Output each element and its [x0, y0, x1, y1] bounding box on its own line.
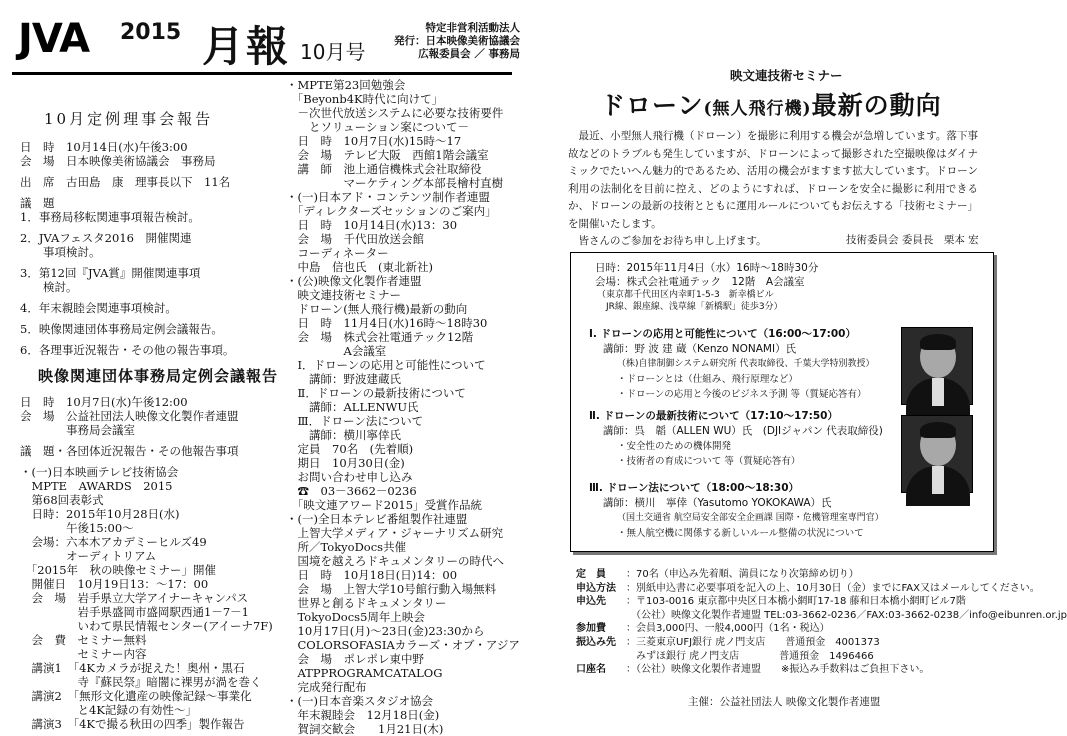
text-line	[20, 336, 282, 343]
text-line: 事項検討。	[20, 245, 101, 259]
text-line	[20, 168, 282, 175]
venue-address: （東京都千代田区内幸町1-5-3 新幸橋ビル	[597, 290, 774, 300]
topic-1-affiliation: （株)自律制御システム研究所 代表取締役、千葉大学特別教授）	[617, 359, 875, 369]
text-line: 映文連技術セミナー	[286, 288, 401, 302]
info-row	[576, 568, 996, 582]
text-line: 講演1 「4Kカメラが捉えた！奥州・黒石	[20, 661, 245, 675]
text-line: 議 題・各団体近況報告・その他報告事項	[20, 444, 239, 458]
signature: 技術委員会 委員長 栗本 宏	[846, 234, 979, 246]
text-line: 会 場 テレビ大阪 西館1階会議室	[286, 148, 489, 162]
info-label: 口座名	[576, 664, 606, 676]
masthead-geppo: 月報	[202, 22, 291, 71]
seminar-subtitle: 映文連技術セミナー	[730, 68, 843, 83]
text-line: セミナー内容	[20, 647, 147, 661]
text-line: 会 費 セミナー無料	[20, 633, 147, 647]
text-line: 講演3 「4Kで撮る秋田の四季」製作報告	[20, 717, 245, 731]
text-line: 日 時 10月14日(水)午後3:00	[20, 140, 188, 154]
topic-1-title: Ⅰ. ドローンの応用と可能性について（16:00～17:00）	[589, 328, 856, 340]
text-line: 日 時 10月7日(水)15時～17	[286, 134, 462, 148]
text-line: －次世代放送システムに必要な技術要件	[286, 106, 504, 120]
topic-3-bullet: ・無人航空機に関係する新しいルール整備の状況について	[617, 528, 864, 539]
masthead	[12, 14, 520, 72]
text-line: とソリューション案について－	[286, 120, 469, 134]
text-line: 日 時 10月14日(水)13：30	[286, 218, 458, 232]
info-value: ：（公社）映像文化製作者連盟 ※振込み手数料はご負担下さい。	[626, 664, 930, 676]
text-line: 年末親睦会 12月18日(金)	[286, 708, 440, 722]
text-line: 会 場 株式会社電通テック12階	[286, 330, 474, 344]
text-line: マーケティング本部長檜村直樹	[286, 176, 504, 190]
info-value: みずほ銀行 虎ノ門支店 普通預金 1496466	[626, 650, 874, 662]
text-line: お問い合わせ申し込み	[286, 470, 413, 484]
text-line: 国境を越えろドキュメンタリーの時代へ	[286, 554, 505, 568]
text-line: 会 場 公益社団法人映像文化製作者連盟	[20, 409, 239, 423]
seminar-title	[600, 86, 942, 122]
info-label: 申込先	[576, 596, 606, 608]
text-line: いわて県民情報センター(アイーナ7F)	[20, 619, 273, 633]
left-column-b	[286, 78, 518, 736]
text-line: A会議室	[286, 344, 387, 358]
text-line: 中島 信也氏 (東北新社)	[286, 260, 433, 274]
text-line: 出 席 古田島 康 理事長以下 11名	[20, 175, 231, 189]
liaison-meeting-body	[20, 395, 282, 731]
title-paren: (無人飛行機)	[703, 99, 812, 119]
text-line: 講師：ALLENWU氏	[286, 400, 419, 414]
title-tail: 最新の動向	[811, 91, 942, 120]
text-line: 事務局会議室	[20, 423, 135, 437]
info-label: 振込み先	[576, 636, 616, 648]
text-line: 賀詞交歓会 1月21日(木)	[286, 722, 444, 736]
text-line: 会 場 千代田放送会館	[286, 232, 424, 246]
text-line: 日 時 10月7日(水)午後12:00	[20, 395, 188, 409]
info-row	[576, 650, 996, 664]
text-line: 2．JVAフェスタ2016 開催関連	[20, 231, 192, 245]
topic-3-speaker: 講師：横川 寧倖（Yasutomo YOKOKAWA）氏	[603, 497, 832, 509]
text-line: 会 場 上智大学10号館行動入場無料	[286, 582, 497, 596]
info-value: ：三菱東京UFJ銀行 虎ノ門支店 普通預金 4001373	[626, 636, 880, 648]
text-line: ・(一)日本アド・コンテンツ制作者連盟	[286, 190, 490, 204]
info-label: 申込方法	[576, 582, 616, 594]
text-line: 寺『蘇民祭』暗闇に裸男が渦を巻く	[20, 675, 262, 689]
text-line: 完成発行配布	[286, 680, 367, 694]
section-title-board-meeting: 10月定例理事会報告	[44, 110, 214, 128]
text-line: と4K記録の有効性～」	[20, 703, 197, 717]
board-meeting-body	[20, 140, 282, 357]
topic-3-affiliation: （国土交通省 航空局安全部安全企画課 国際・危機管理室専門官）	[617, 513, 884, 523]
text-line: 定員 70名 (先着順)	[286, 442, 414, 456]
text-line	[20, 315, 282, 322]
right-page	[540, 0, 1067, 729]
text-line: 講演2 「無形文化遺産の映像記録～事業化	[20, 689, 252, 703]
text-line: ドローン(無人飛行機)最新の動向	[286, 302, 468, 316]
text-line: ☎ 03－3662－0236	[286, 484, 417, 498]
text-line: MPTE AWARDS 2015	[20, 479, 173, 493]
topic-1	[589, 327, 889, 402]
topic-2-speaker: 講師：呉 韜（ALLEN WU）氏 (DJIジャパン 代表取締役)	[603, 425, 883, 437]
card-header	[595, 261, 818, 313]
topic-1-bullet: ・ドローンとは（仕組み、飛行原理など）	[617, 374, 798, 385]
info-label: 定 員	[576, 569, 606, 580]
info-row	[576, 582, 1040, 596]
text-line: 検討。	[20, 280, 78, 294]
text-line: 会 場 岩手県立大学アイナーキャンパス	[20, 591, 249, 605]
topic-2-bullet: ・安全性のための機体開発	[617, 441, 732, 452]
info-value: ：会員3,000円、一般4,000円（1名・税込）	[626, 623, 830, 635]
text-line: 1．事務局移転関連事項報告検討。	[20, 210, 200, 224]
intro-closing: 皆さんのご参加をお待ち申し上げます。	[568, 235, 767, 247]
intro-paragraph: 最近、小型無人飛行機（ドローン）を撮影に利用する機会が急増しています。落下事故などのトラブルも発生していますが、ドローンによって撮影された空撮映像はダイナミックでたいへん魅力的であるため、活用の機会がますます拡大しています。ドローン利用の法制化を目前に控え、どのようにすれば、ドローンを安全に撮影に利用できるか、ドローンの最新の技術とともに運用ルールについてもお伝えする「技術セミナー」を開催いたします。	[568, 130, 978, 230]
seminar-info	[576, 568, 1067, 677]
text-line: ・(公)映像文化製作者連盟	[286, 274, 422, 288]
info-row	[576, 609, 1067, 623]
text-line: 日 時 10月18日(日)14：00	[286, 568, 458, 582]
text-line: 「2015年 秋の映像セミナー」開催	[20, 563, 217, 577]
info-row	[576, 595, 996, 609]
speaker-photo-nonami	[901, 327, 973, 405]
seminar-venue: 会場：株式会社電通テック 12階 A会議室	[595, 276, 805, 288]
masthead-rule	[12, 72, 512, 75]
seminar-program-card	[570, 252, 994, 552]
seminar-date: 日時：2015年11月4日（水）16時～18時30分	[595, 262, 819, 274]
text-line: 日 時 11月4日(水)16時～18時30	[286, 316, 488, 330]
info-label: 参加費	[576, 623, 606, 635]
text-line: 講 師 池上通信機株式会社取締役	[286, 162, 482, 176]
topic-3	[589, 481, 889, 541]
text-line: ・(一)全日本テレビ番組製作社連盟	[286, 512, 468, 526]
liaison-meeting-body-continued	[286, 78, 518, 736]
text-line	[20, 437, 282, 444]
text-line: 議 題	[20, 196, 55, 210]
text-line: 上智大学メディア・ジャーナリズム研究	[286, 526, 504, 540]
text-line: ATPPROGRAMCATALOG	[286, 666, 443, 680]
title-main: ドローン	[600, 91, 704, 120]
text-line: 講師：野波建蔵氏	[286, 372, 401, 386]
topic-2-title: Ⅱ. ドローンの最新技術について（17:10～17:50）	[589, 410, 838, 422]
text-line: 4．年末親睦会関連事項検討。	[20, 301, 177, 315]
text-line: 6．各理事近況報告・その他の報告事項。	[20, 343, 235, 357]
text-line: 所／TokyoDocs共催	[286, 540, 407, 554]
left-column-a	[20, 104, 282, 731]
masthead-year: 2015	[120, 20, 182, 45]
masthead-month: 10月号	[300, 40, 366, 64]
venue-access: JR線、銀座線、浅草線「新橋駅」徒歩3分）	[597, 302, 783, 312]
masthead-publisher	[370, 22, 520, 61]
text-line: 期日 10月30日(金)	[286, 456, 405, 470]
info-label	[576, 650, 626, 664]
topic-2	[589, 409, 889, 469]
text-line: 会 場 ポレポレ東中野	[286, 652, 424, 666]
text-line: 会 場 日本映像美術協議会 事務局	[20, 154, 216, 168]
publisher-line: 発行：日本映像美術協議会	[394, 35, 520, 47]
text-line	[20, 458, 282, 465]
text-line: Ⅱ．ドローンの最新技術について	[286, 386, 466, 400]
text-line: 講師：横川寧倖氏	[286, 428, 401, 442]
section-title-liaison-meeting: 映像関連団体事務局定例会議報告	[38, 367, 279, 385]
text-line: 10月17日(月)～23日(金)23:30から	[286, 624, 485, 638]
info-value: ：70名（申込み先着順、満員になり次第締め切り）	[626, 569, 859, 580]
info-row	[576, 663, 996, 677]
info-row	[576, 622, 996, 636]
text-line	[20, 189, 282, 196]
text-line: 日時：2015年10月28日(水)	[20, 507, 180, 521]
info-value: ：〒103-0016 東京都中央区日本橋小網町17-18 藤和日本橋小網町ビル7階	[626, 596, 966, 608]
text-line: 「映文連アワード2015」受賞作品統	[286, 498, 483, 512]
text-line: Ⅲ．ドローン法について	[286, 414, 424, 428]
info-label	[576, 609, 626, 623]
text-line: 5．映像関連団体事務局定例会議報告。	[20, 322, 223, 336]
publisher-line: 広報委員会 ／ 事務局	[418, 48, 520, 60]
text-line: 世界と創るドキュメンタリー	[286, 596, 447, 610]
topic-2-bullet: ・技術者の育成について 等（質疑応答有）	[617, 456, 801, 467]
text-line: オーディトリアム	[20, 549, 157, 563]
text-line	[20, 224, 282, 231]
left-page	[0, 0, 530, 736]
text-line: 第68回表彰式	[20, 493, 104, 507]
text-line: 開催日 10月19日13：～17：00	[20, 577, 209, 591]
masthead-jva: JVA	[18, 16, 90, 62]
text-line: TokyoDocs5周年上映会	[286, 610, 425, 624]
text-line: ・(一)日本映画テレビ技術協会	[20, 465, 179, 479]
info-value: ：別紙申込書に必要事項を記入の上、10月30日（金）までにFAX又はメールしてください。	[626, 582, 1040, 594]
text-line: 午後15:00～	[20, 521, 134, 535]
info-value: （公社）映像文化製作者連盟 TEL:03-3662-0236／FAX:03-3662-0238／info@eibunren.or.jp	[626, 609, 1067, 621]
text-line	[20, 259, 282, 266]
text-line: 会場：六本木アカデミーヒルズ49	[20, 535, 207, 549]
text-line: Ⅰ．ドローンの応用と可能性について	[286, 358, 486, 372]
text-line: ・(一)日本音楽スタジオ協会	[286, 694, 433, 708]
text-line: ・MPTE第23回勉強会	[286, 78, 406, 92]
topic-1-speaker: 講師：野 波 建 蔵（Kenzo NONAMI）氏	[603, 343, 797, 355]
speaker-photo-wu	[901, 415, 973, 493]
text-line: 岩手県盛岡市盛岡駅西通1－7－1	[20, 605, 249, 619]
publisher-line: 特定非営利活動法人	[425, 22, 520, 34]
text-line: コーディネーター	[286, 246, 389, 260]
text-line: 「ディレクターズセッションのご案内」	[286, 204, 497, 218]
info-row	[576, 636, 996, 650]
text-line: 「Beyonb4K時代に向けて」	[286, 92, 444, 106]
text-line	[20, 294, 282, 301]
topic-1-bullet: ・ドローンの応用と今後のビジネス予測 等（質疑応答有）	[617, 389, 867, 400]
text-line: 3．第12回『JVA賞』開催関連事項	[20, 266, 201, 280]
organizer: 主催：公益社団法人 映像文化製作者連盟	[688, 696, 881, 708]
topic-3-title: Ⅲ. ドローン法について（18:00～18:30）	[589, 482, 799, 494]
text-line: COLORSOFASIAカラーズ・オブ・アジア	[286, 638, 520, 652]
